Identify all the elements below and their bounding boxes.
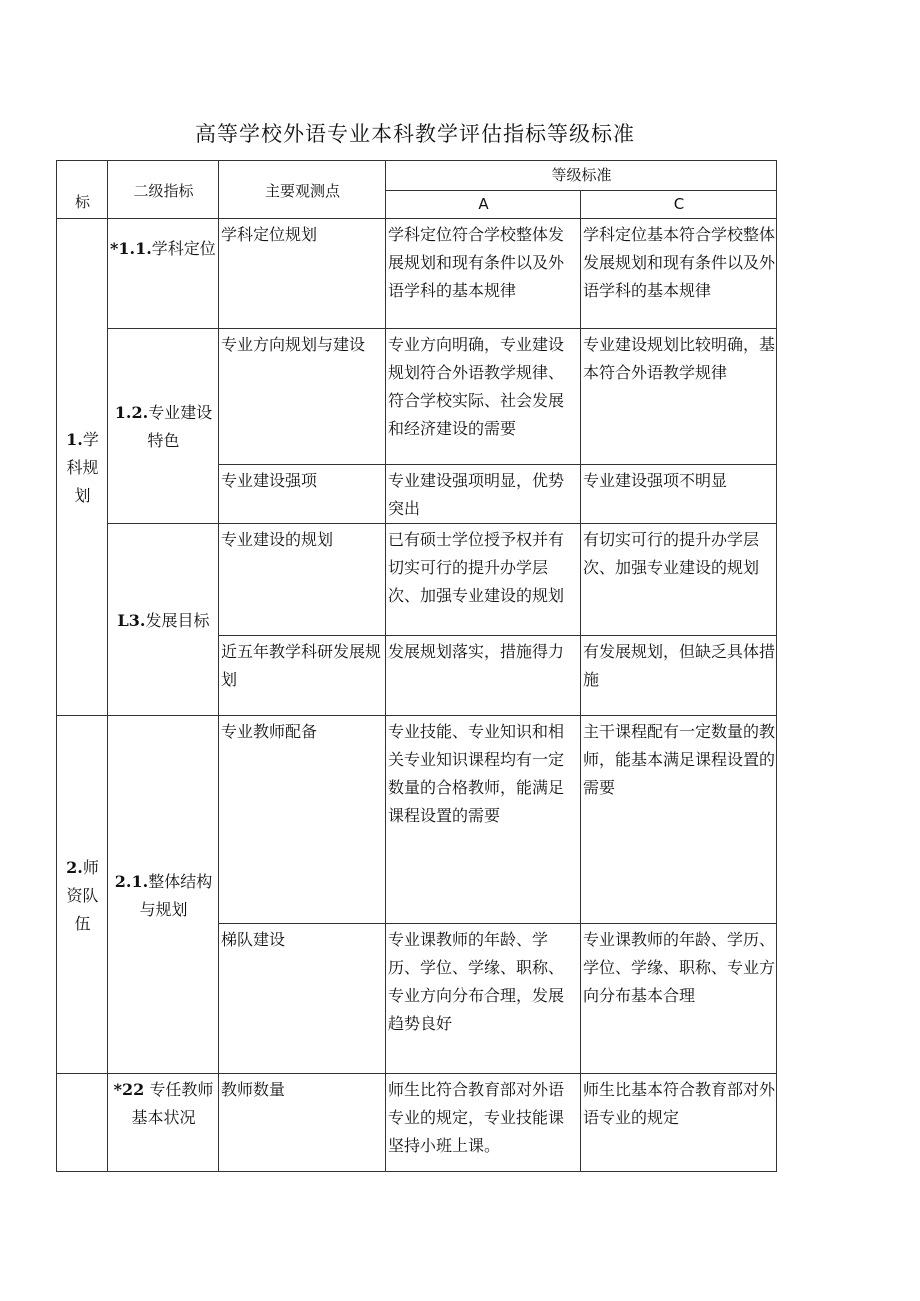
level2-number: L3.: [117, 610, 146, 630]
header-grade-a: A: [386, 191, 581, 219]
header-grade-c: C: [581, 191, 777, 219]
observation-point: 学科定位规划: [219, 219, 386, 329]
observation-point: 专业建设强项: [219, 465, 386, 524]
grade-a-text: 学科定位符合学校整体发展规划和现有条件以及外语学科的基本规律: [386, 219, 581, 329]
level2-cell: [108, 1074, 219, 1172]
observation-point: 专业建设的规划: [219, 524, 386, 636]
grade-c-text: 专业建设规划比较明确，基本符合外语教学规律: [581, 329, 777, 465]
level2-text: 学科定位: [151, 239, 216, 258]
grade-c-text: 专业课教师的年龄、学历、学位、学缘、职称、专业方向分布基本合理: [581, 924, 777, 1074]
grade-c-text: 师生比基本符合教育部对外语专业的规定: [581, 1074, 777, 1172]
grade-c-text: 主干课程配有一定数量的教师，能基本满足课程设置的需要: [581, 716, 777, 924]
header-observation-point: 主要观测点: [219, 161, 386, 219]
level1-text: 师资队伍: [66, 857, 99, 933]
header-level1: 标: [57, 161, 108, 219]
level2-text: 专业建设特色: [147, 403, 213, 450]
grade-c-text: 有发展规划，但缺乏具体措施: [581, 636, 777, 716]
grade-a-text: 师生比符合教育部对外语专业的规定，专业技能课坚持小班上课。: [386, 1074, 581, 1172]
page-title: 高等学校外语专业本科教学评估指标等级标准: [195, 122, 635, 146]
grade-a-text: 已有硕士学位授予权并有切实可行的提升办学层次、加强专业建设的规划: [386, 524, 581, 636]
grade-c-text: 专业建设强项不明显: [581, 465, 777, 524]
grade-a-text: 专业课教师的年龄、学历、学位、学缘、职称、专业方向分布合理，发展趋势良好: [386, 924, 581, 1074]
level2-text: 整体结构与规划: [139, 871, 213, 919]
grade-a-text: 发展规划落实，措施得力: [386, 636, 581, 716]
observation-point: 教师数量: [219, 1074, 386, 1172]
observation-point: 专业教师配备: [219, 716, 386, 924]
level1-cell: [57, 716, 108, 1074]
level1-text: 学科规划: [66, 430, 99, 505]
header-level2: 二级指标: [108, 161, 219, 219]
level1-cell: [57, 1074, 108, 1172]
level2-number: 1.2.: [114, 403, 149, 422]
level1-cell: [57, 219, 108, 716]
level2-number: *22: [113, 1080, 145, 1099]
observation-point: 近五年教学科研发展规划: [219, 636, 386, 716]
level2-cell: [108, 524, 219, 716]
level2-text: 专任教师基本状况: [131, 1080, 214, 1127]
level2-text: 发展目标: [145, 610, 210, 630]
grade-a-text: 专业技能、专业知识和相关专业知识课程均有一定数量的合格教师，能满足课程设置的需要: [386, 716, 581, 924]
level2-cell: [108, 716, 219, 1074]
grade-a-text: 专业方向明确，专业建设规划符合外语教学规律、符合学校实际、社会发展和经济建设的需要: [386, 329, 581, 465]
evaluation-table: [56, 160, 777, 1172]
level2-cell: [108, 329, 219, 524]
grade-c-text: 学科定位基本符合学校整体发展规划和现有条件以及外语学科的基本规律: [581, 219, 777, 329]
level1-number: 1.: [66, 430, 83, 449]
level1-number: 2.: [66, 857, 83, 877]
observation-point: 梯队建设: [219, 924, 386, 1074]
level2-number: 2.1.: [114, 871, 149, 891]
level2-cell: [108, 219, 219, 329]
observation-point: 专业方向规划与建设: [219, 329, 386, 465]
header-grade-standard: 等级标准: [386, 161, 777, 191]
grade-c-text: 有切实可行的提升办学层次、加强专业建设的规划: [581, 524, 777, 636]
level2-number: *1.1.: [110, 239, 152, 258]
grade-a-text: 专业建设强项明显，优势突出: [386, 465, 581, 524]
